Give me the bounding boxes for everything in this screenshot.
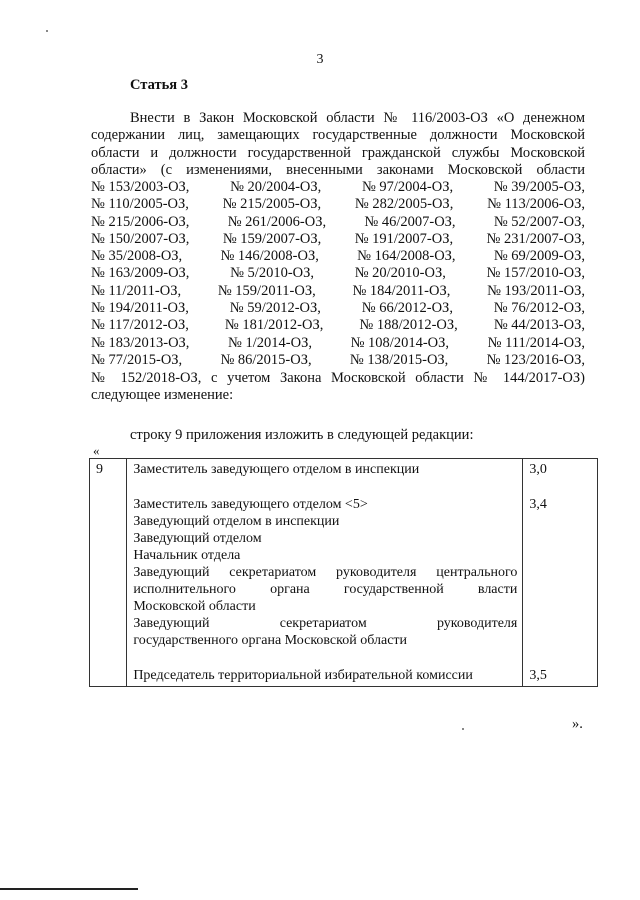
position-title: Председатель территориальной избирательной комиссии	[133, 668, 473, 683]
citation: № 150/2007-ОЗ,	[91, 230, 190, 247]
citation-row	[91, 300, 585, 317]
citation: № 193/2011-ОЗ,	[487, 282, 585, 299]
citation: № 1/2014-ОЗ,	[228, 334, 312, 351]
coefficient-value: 3,4	[529, 497, 547, 512]
citation-row	[91, 196, 585, 213]
citation: № 117/2012-ОЗ,	[91, 317, 189, 334]
citation: № 194/2011-ОЗ,	[91, 300, 189, 317]
coefficient-cell	[523, 459, 598, 481]
position-title: Заведующий секретариатом руководителя центрального	[133, 565, 518, 580]
row-number: 9	[96, 462, 103, 477]
scan-speck	[462, 728, 464, 730]
citation: № 183/2013-ОЗ,	[91, 334, 190, 351]
citation: № 20/2004-ОЗ,	[230, 179, 322, 195]
position-title: Заместитель заведующего отделом в инспекции	[133, 462, 420, 477]
citation: № 231/2007-ОЗ,	[486, 230, 585, 247]
citation: № 188/2012-ОЗ,	[359, 317, 458, 334]
position-title: Заведующий отделом в инспекции	[133, 514, 340, 529]
close-quote: ».	[572, 716, 583, 732]
citation: № 146/2008-ОЗ,	[220, 248, 319, 265]
citation: № 5/2010-ОЗ,	[230, 265, 315, 282]
law-citations	[91, 179, 585, 369]
citation: № 261/2006-ОЗ,	[227, 213, 327, 230]
citation-row	[91, 352, 585, 369]
citation: № 20/2010-ОЗ,	[354, 265, 446, 282]
citation: № 184/2011-ОЗ,	[352, 282, 451, 299]
citation: № 44/2013-ОЗ,	[493, 317, 585, 334]
citation-row	[91, 214, 585, 231]
citation: № 35/2008-ОЗ,	[91, 248, 183, 265]
citation: № 11/2011-ОЗ,	[91, 282, 182, 299]
position-cell	[127, 480, 523, 651]
citation: № 138/2015-ОЗ,	[349, 351, 449, 368]
position-title: Заведующий отделом	[133, 531, 262, 546]
citation-row	[91, 265, 585, 282]
article-heading: Статья 3	[130, 77, 188, 93]
open-quote: «	[93, 443, 100, 458]
citation: № 113/2006-ОЗ,	[487, 196, 585, 213]
coefficient-value: 3,0	[529, 462, 547, 477]
table-row	[90, 480, 598, 651]
citation: № 215/2006-ОЗ,	[91, 213, 190, 230]
citation: № 110/2005-ОЗ,	[91, 196, 189, 213]
citation: № 191/2007-ОЗ,	[354, 230, 454, 247]
citation-row	[91, 317, 585, 334]
citation: № 181/2012-ОЗ,	[224, 317, 324, 334]
citation-row	[91, 335, 585, 352]
citation: № 59/2012-ОЗ,	[229, 300, 321, 317]
citation: № 86/2015-ОЗ,	[220, 351, 312, 368]
citation: № 159/2011-ОЗ,	[217, 282, 316, 299]
position-title: исполнительного органа государственной власти	[133, 582, 518, 597]
position-title: Московской области	[133, 599, 256, 614]
citation: № 52/2007-ОЗ,	[493, 213, 585, 230]
table-row	[90, 459, 598, 481]
citation: № 108/2014-ОЗ,	[350, 334, 450, 351]
citation: № 153/2003-ОЗ,	[91, 179, 190, 195]
intro-line: содержании лиц, замещающих государственные должности Московской	[91, 127, 585, 144]
citation: № 159/2007-ОЗ,	[222, 230, 322, 247]
coefficient-cell	[523, 651, 598, 687]
position-title: Заведующий секретариатом руководителя	[133, 616, 518, 631]
position-title: Заместитель заведующего отделом <5>	[133, 497, 368, 512]
tail-line: следующее изменение:	[91, 387, 234, 404]
amendment-instruction: строку 9 приложения изложить в следующей редакции:	[130, 427, 474, 443]
tail-line: № 152/2018-ОЗ, с учетом Закона Московской области № 144/2017-ОЗ)	[91, 370, 585, 386]
position-cell	[127, 459, 523, 481]
table-row	[90, 651, 598, 687]
page-number: 3	[316, 52, 324, 67]
citation-row	[91, 283, 585, 300]
citation: № 77/2015-ОЗ,	[91, 351, 183, 368]
citation-tail	[91, 370, 585, 405]
citation: № 69/2009-ОЗ,	[493, 248, 585, 265]
citation: № 66/2012-ОЗ,	[361, 300, 453, 317]
row-number-cell	[90, 459, 127, 687]
amendment-table	[89, 458, 598, 687]
citation-row	[91, 179, 585, 196]
position-title: государственного органа Московской области	[133, 633, 408, 648]
citation: № 163/2009-ОЗ,	[91, 265, 190, 282]
citation: № 76/2012-ОЗ,	[493, 300, 585, 317]
citation: № 97/2004-ОЗ,	[361, 179, 454, 195]
citation: № 215/2005-ОЗ,	[222, 196, 322, 213]
citation: № 123/2016-ОЗ,	[486, 351, 585, 368]
intro-paragraph	[91, 110, 585, 179]
coefficient-cell	[523, 480, 598, 651]
citation: № 282/2005-ОЗ,	[354, 196, 454, 213]
citation-row	[91, 231, 585, 248]
citation: № 39/2005-ОЗ,	[493, 179, 585, 195]
intro-line: области и должности государственной гражданской службы Московской	[91, 144, 585, 161]
citation: № 157/2010-ОЗ,	[486, 265, 585, 282]
position-cell	[127, 651, 523, 687]
citation: № 46/2007-ОЗ,	[364, 213, 456, 230]
citation: № 111/2014-ОЗ,	[487, 334, 585, 351]
position-title: Начальник отдела	[133, 548, 241, 563]
intro-line: Внести в Закон Московской области № 116/2003-ОЗ «О денежном	[130, 110, 585, 126]
footer-rule	[0, 888, 138, 890]
scan-speck	[46, 30, 48, 32]
citation-row	[91, 248, 585, 265]
coefficient-value: 3,5	[529, 668, 547, 683]
intro-line: области» (с изменениями, внесенными законами Московской области	[91, 161, 585, 178]
citation: № 164/2008-ОЗ,	[357, 248, 456, 265]
